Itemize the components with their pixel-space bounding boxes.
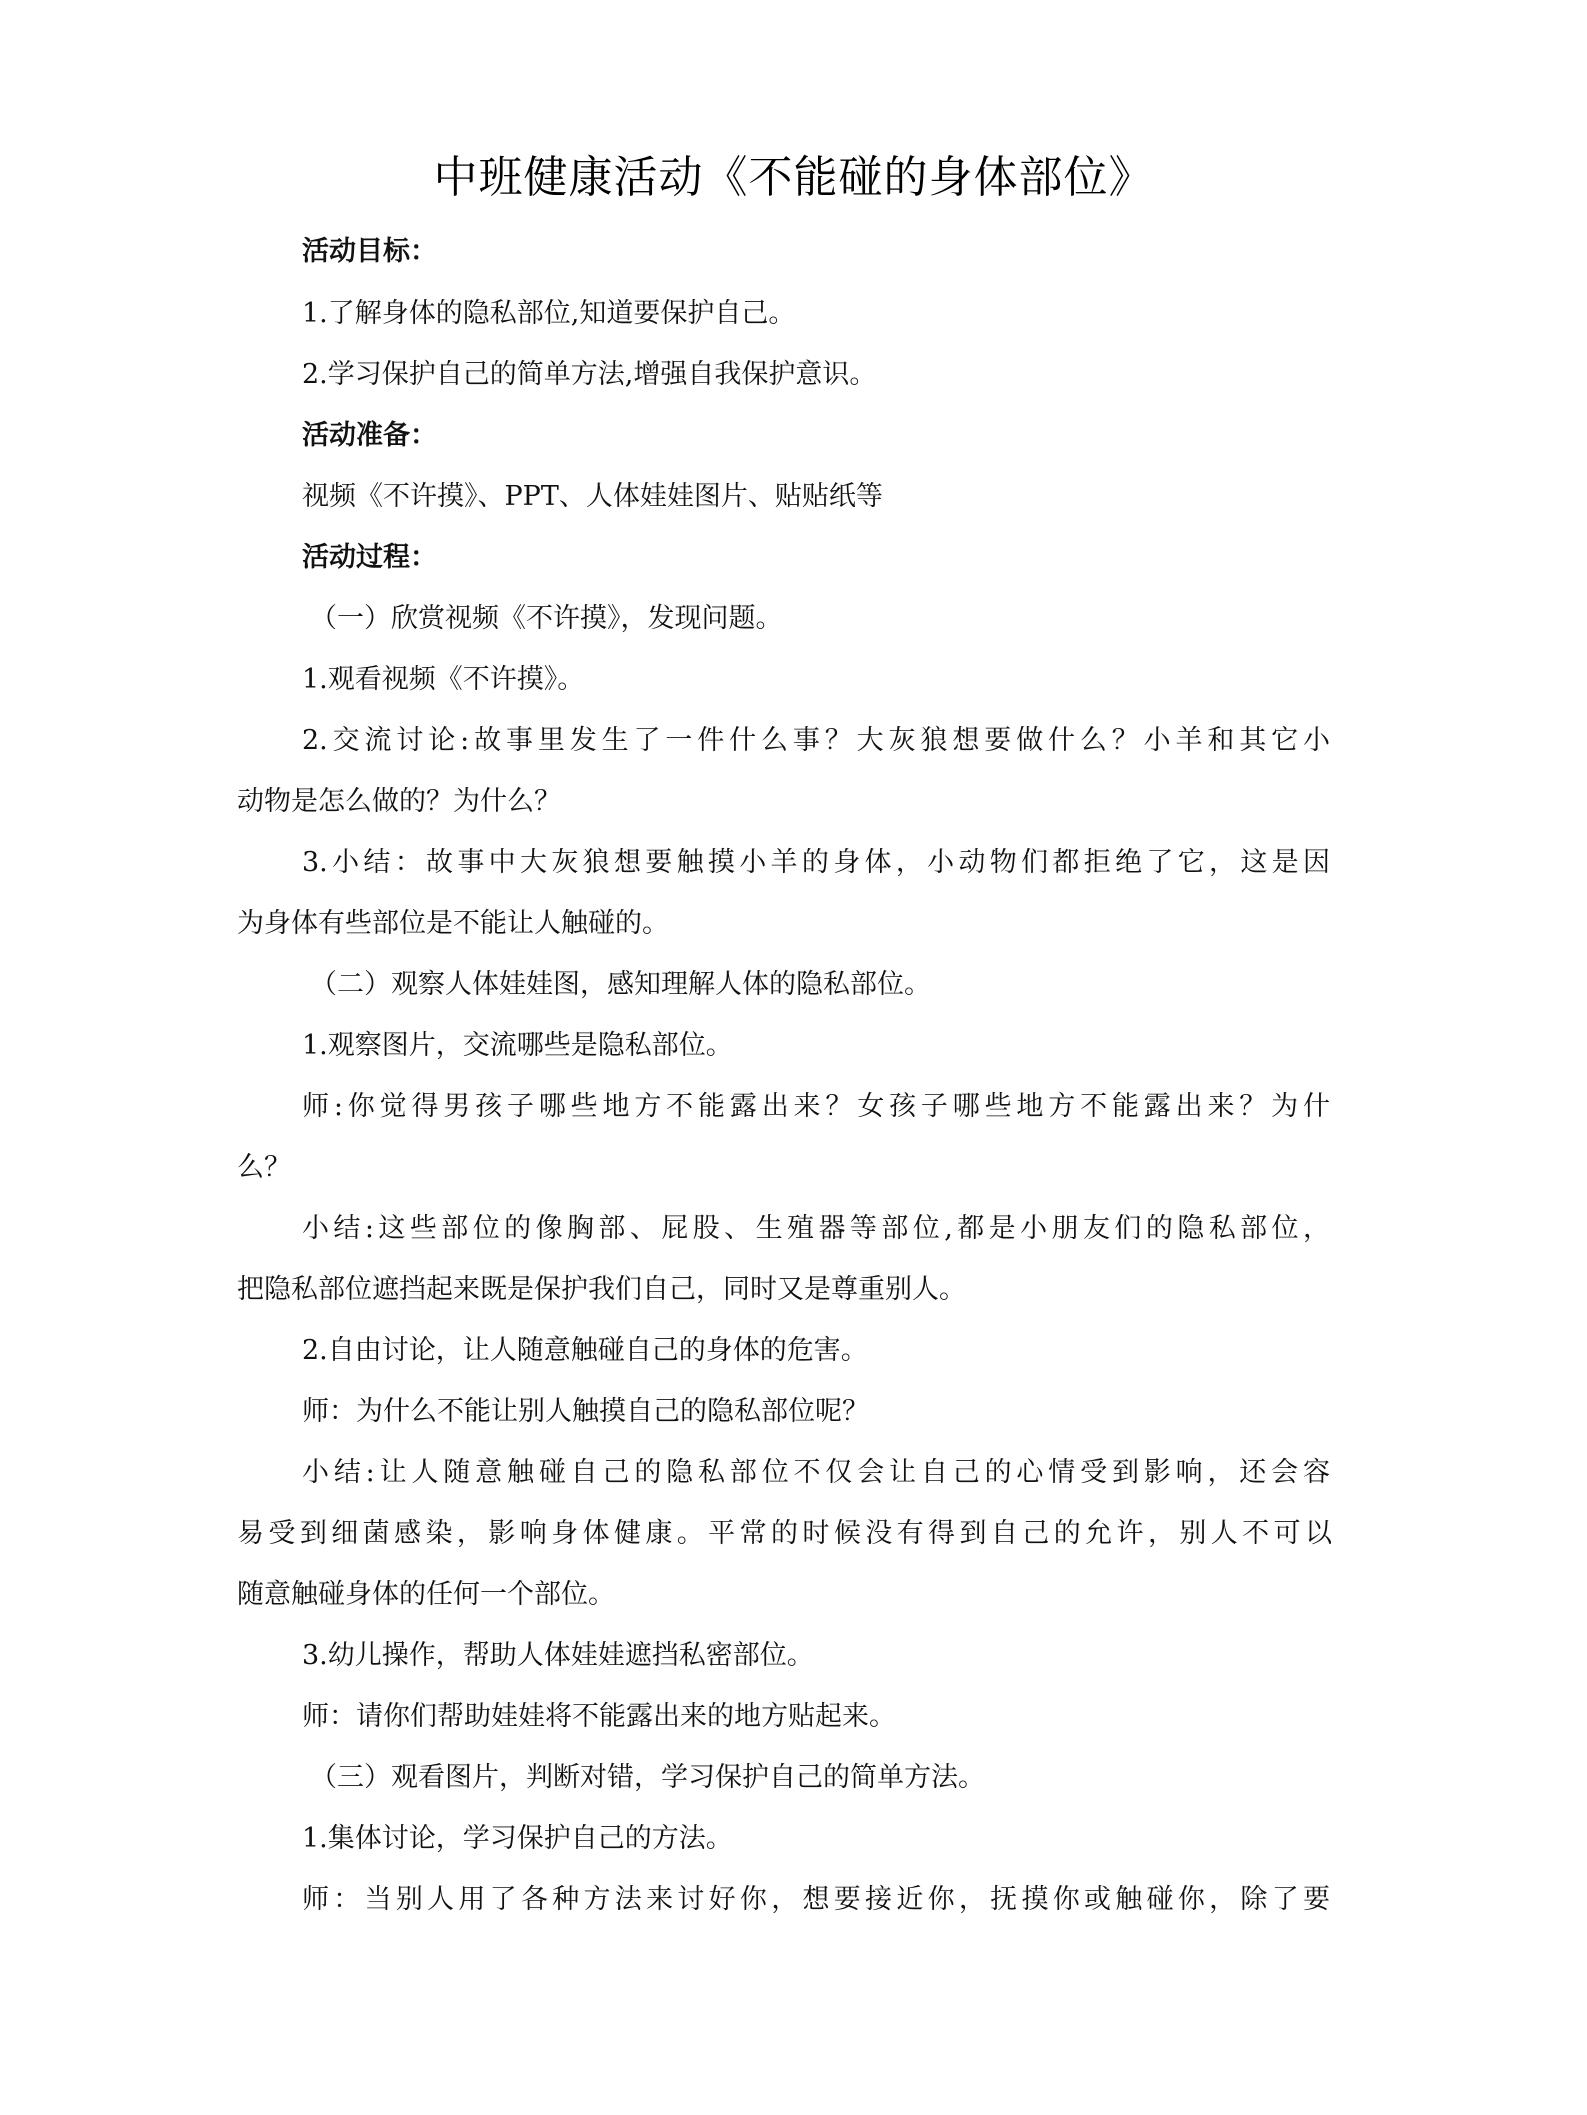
- goal-item: 2.学习保护自己的简单方法,增强自我保护意识。: [302, 359, 877, 390]
- paragraph-line: 师：为什么不能让别人触摸自己的隐私部位呢？: [302, 1396, 869, 1427]
- paragraph-line: 易受到细菌感染，影响身体健康。平常的时候没有得到自己的允许，别人不可以: [237, 1518, 1332, 1549]
- paragraph-line: 把隐私部位遮挡起来既是保护我们自己，同时又是尊重别人。: [237, 1274, 966, 1305]
- paragraph-line: 3.幼儿操作，帮助人体娃娃遮挡私密部位。: [302, 1640, 814, 1671]
- subsection-heading-2: （二）观察人体娃娃图，感知理解人体的隐私部位。: [310, 969, 931, 1000]
- paragraph-line: 小结:这些部位的像胸部、屁股、生殖器等部位,都是小朋友们的隐私部位，: [302, 1213, 1330, 1244]
- paragraph-line: 师：请你们帮助娃娃将不能露出来的地方贴起来。: [302, 1701, 896, 1732]
- paragraph-line: 师：当别人用了各种方法来讨好你，想要接近你，抚摸你或触碰你，除了要: [302, 1884, 1330, 1915]
- section-heading-process: 活动过程：: [302, 542, 437, 573]
- section-heading-goals: 活动目标：: [302, 236, 437, 267]
- section-heading-preparation: 活动准备：: [302, 420, 437, 451]
- goal-item: 1.了解身体的隐私部位,知道要保护自己。: [302, 298, 796, 329]
- paragraph-line: 么？: [237, 1152, 291, 1183]
- paragraph-line: 为身体有些部位是不能让人触碰的。: [237, 908, 669, 939]
- document-title: 中班健康活动《不能碰的身体部位》: [433, 152, 1154, 203]
- paragraph-line: 3.小结：故事中大灰狼想要触摸小羊的身体，小动物们都拒绝了它，这是因: [302, 847, 1330, 878]
- paragraph-line: 1.集体讨论，学习保护自己的方法。: [302, 1823, 733, 1854]
- paragraph-line: 动物是怎么做的？为什么？: [237, 786, 561, 817]
- subsection-heading-3: （三）观看图片，判断对错，学习保护自己的简单方法。: [310, 1762, 985, 1793]
- preparation-text: 视频《不许摸》、PPT、人体娃娃图片、贴贴纸等: [302, 481, 883, 512]
- paragraph-line: 随意触碰身体的任何一个部位。: [237, 1579, 615, 1610]
- paragraph-line: 2.交流讨论:故事里发生了一件什么事？大灰狼想要做什么？小羊和其它小: [302, 725, 1330, 756]
- subsection-heading-1: （一）欣赏视频《不许摸》，发现问题。: [310, 603, 783, 634]
- paragraph-line: 小结:让人随意触碰自己的隐私部位不仅会让自己的心情受到影响，还会容: [302, 1457, 1330, 1488]
- paragraph-line: 1.观察图片，交流哪些是隐私部位。: [302, 1030, 733, 1061]
- paragraph-line: 2.自由讨论，让人随意触碰自己的身体的危害。: [302, 1335, 868, 1366]
- paragraph-line: 1.观看视频《不许摸》。: [302, 664, 585, 695]
- paragraph-line: 师:你觉得男孩子哪些地方不能露出来？女孩子哪些地方不能露出来？为什: [302, 1091, 1330, 1122]
